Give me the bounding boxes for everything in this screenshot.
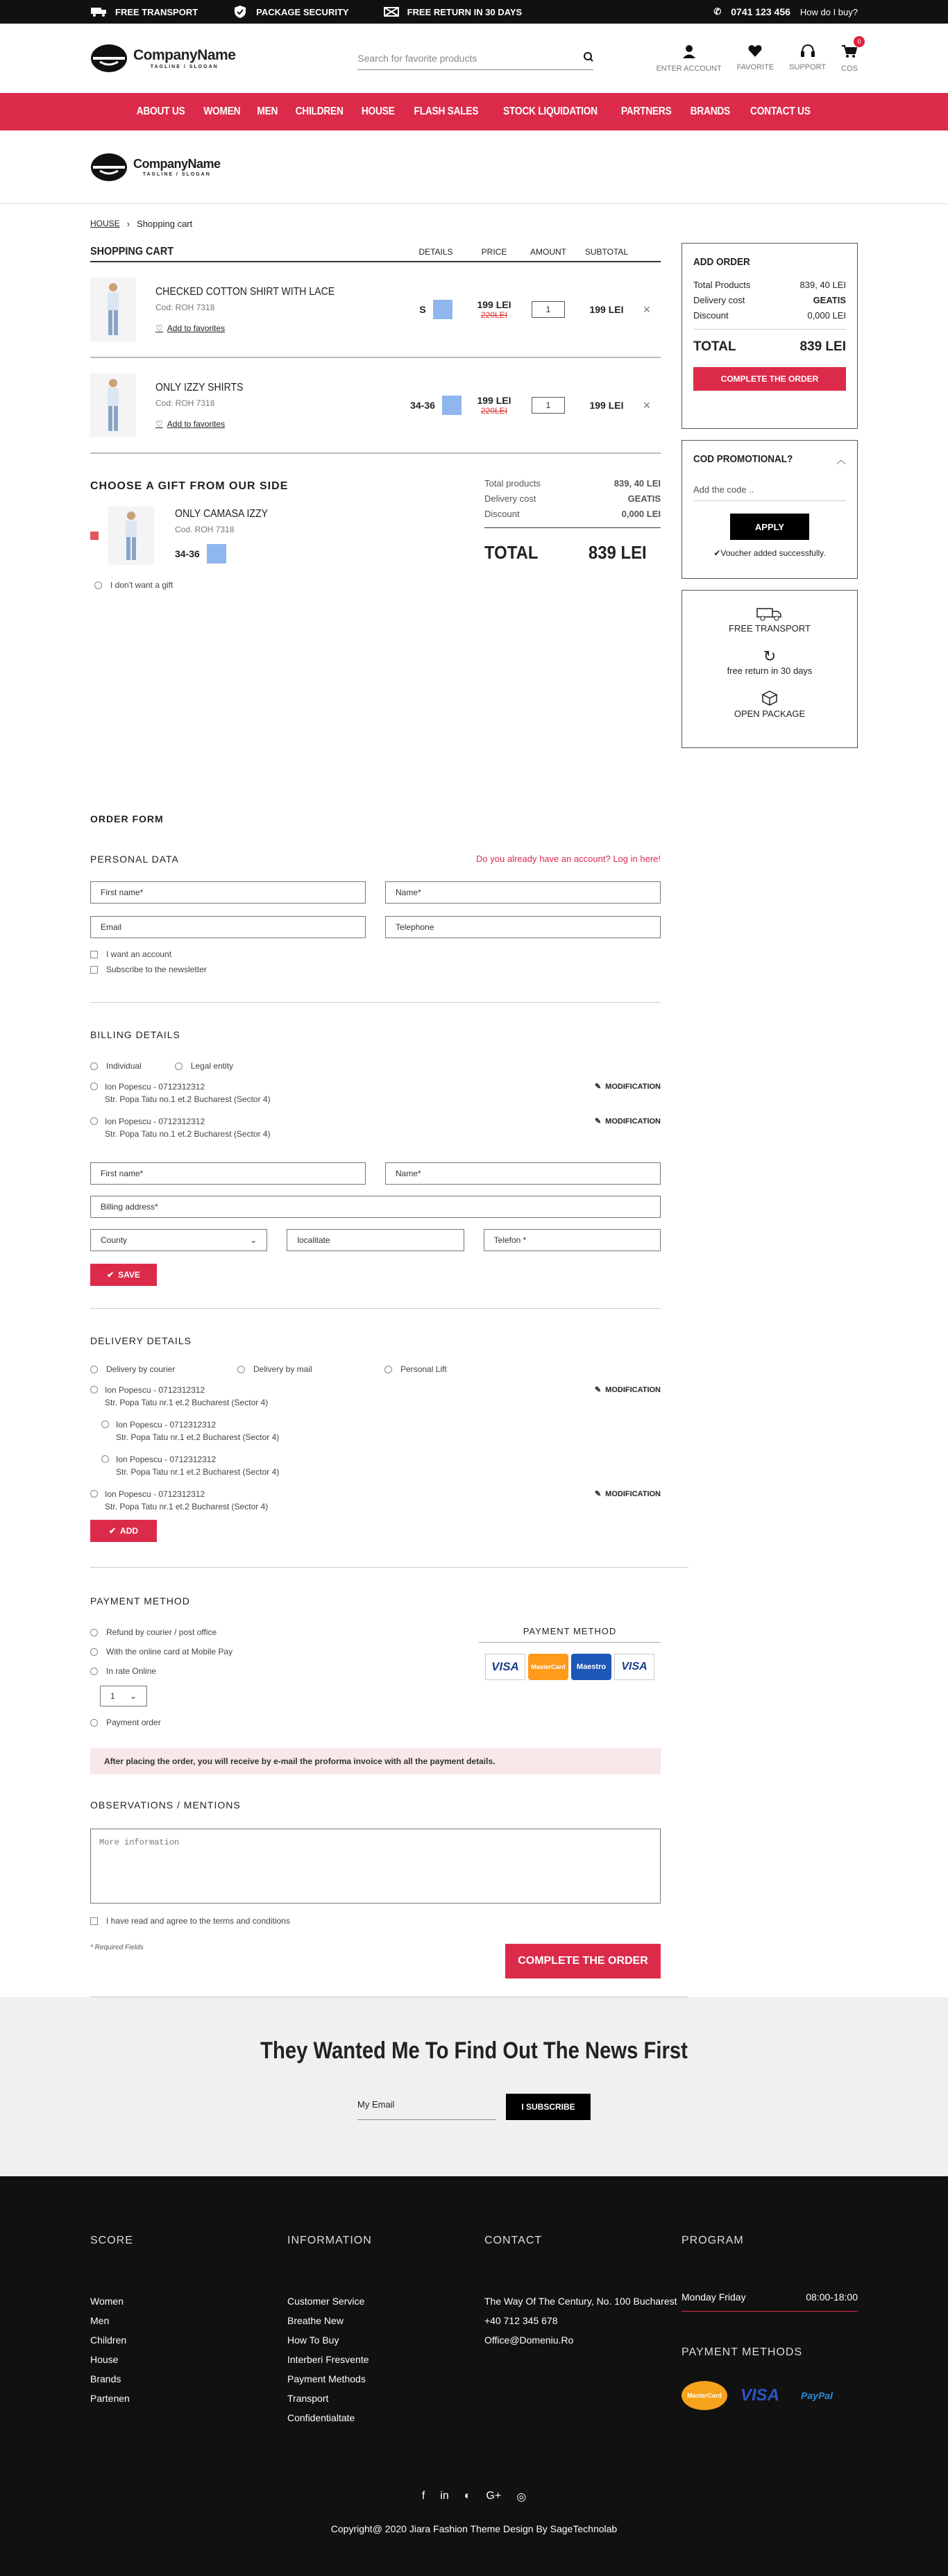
mastercard-icon: MasterCard	[528, 1654, 568, 1680]
heart-outline-icon: ♡	[155, 323, 163, 333]
color-swatch[interactable]	[442, 396, 462, 415]
support-button[interactable]: SUPPORT	[789, 44, 826, 73]
personal-data-title: PERSONAL DATA	[90, 854, 179, 865]
pencil-icon: ✎	[594, 1083, 602, 1091]
gift-summary: Total products 839, 40 LEI Delivery cost GEATIS Discount 0,000 LEI TOTAL 839 LEI	[484, 478, 661, 563]
search-input[interactable]: Search for favorite products	[357, 46, 593, 70]
nav-house[interactable]: HOUSE	[361, 105, 395, 117]
paypal-icon: PayPal	[801, 2390, 833, 2401]
add-to-favorites-link[interactable]: ♡ Add to favorites	[155, 323, 226, 333]
nav-women[interactable]: WOMEN	[203, 105, 241, 117]
footer-link[interactable]: Brands	[90, 2373, 121, 2384]
copyright: Copyright@ 2020 Jiara Fashion Theme Design By SageTechnolab	[330, 2523, 618, 2534]
truck-icon	[90, 6, 108, 17]
pencil-icon: ✎	[594, 1117, 602, 1126]
user-icon	[683, 44, 695, 60]
quantity-input[interactable]: 1	[532, 397, 565, 414]
program-title: PROGRAM	[682, 2235, 744, 2246]
quantity-input[interactable]: 1	[532, 301, 565, 318]
heart-outline-icon: ♡	[155, 419, 163, 429]
footer-link[interactable]: Payment Methods	[287, 2373, 366, 2384]
nav-partners[interactable]: PARTNERS	[620, 105, 672, 117]
telephone-field[interactable]: Telephone	[385, 916, 661, 938]
payment-method-cards: PAYMENT METHOD VISA MasterCard Maestro VISA	[479, 1627, 661, 1727]
name-field[interactable]: Name*	[385, 881, 661, 904]
order-summary-panel: ADD ORDER Total Products 839, 40 LEI Delivery cost GEATIS Discount 0,000 LEI TOTAL 839 LEI COMPLETE THE ORDER	[682, 243, 858, 429]
billing-first-name-field[interactable]: First name*	[90, 1162, 366, 1185]
add-address-button[interactable]: ✔ ADD	[90, 1520, 157, 1542]
footer-link[interactable]: Interberi Fresvente	[287, 2354, 369, 2365]
payment-methods-title: PAYMENT METHODS	[682, 2346, 803, 2358]
terms-checkbox[interactable]: I have read and agree to the terms and conditions	[90, 1916, 661, 1926]
footer-col-title: CONTACT	[484, 2235, 543, 2246]
breadcrumb-home[interactable]: HOUSE	[90, 219, 120, 228]
check-icon: ✔	[108, 1526, 117, 1536]
cart-row	[90, 358, 661, 454]
subscribe-button[interactable]: I SUBSCRIBE	[506, 2094, 591, 2120]
modification-button[interactable]: ✎ MODIFICATION	[595, 1115, 661, 1128]
visa-card-icon: VISA	[485, 1654, 525, 1680]
package-icon	[382, 6, 400, 17]
pencil-icon: ✎	[594, 1386, 602, 1394]
newsletter-option[interactable]: Subscribe to the newsletter	[90, 965, 661, 974]
maestro-icon: Maestro	[571, 1654, 611, 1680]
secondary-logo-bar	[0, 130, 948, 204]
billing-title: BILLING DETAILS	[90, 1029, 180, 1040]
payment-option[interactable]: In rate Online	[90, 1666, 479, 1676]
newsletter-email-input[interactable]: My Email	[357, 2094, 496, 2120]
footer-column	[287, 2235, 484, 2427]
nav-contact-us[interactable]: CONTACT US	[750, 105, 811, 117]
free-transport-info: FREE TRANSPORT	[90, 6, 198, 17]
locality-field[interactable]: localitate	[287, 1229, 464, 1251]
remove-item-icon[interactable]: ×	[643, 398, 651, 412]
pencil-icon: ✎	[594, 1490, 602, 1498]
product-code: Cod: ROH 7318	[155, 398, 215, 408]
footer-link[interactable]: Customer Service	[287, 2296, 365, 2307]
refresh-icon: ↻	[763, 647, 777, 665]
no-gift-option[interactable]: I don't want a gift	[94, 580, 484, 590]
payment-option[interactable]: Refund by courier / post office	[90, 1627, 479, 1637]
perk-transport: FREE TRANSPORT	[693, 607, 846, 634]
proforma-notice: After placing the order, you will receive by e-mail the proforma invoice with all the payment details.	[90, 1748, 661, 1774]
opening-hours: Monday Friday 08:00-18:00	[682, 2291, 858, 2312]
billing-name-field[interactable]: Name*	[385, 1162, 661, 1185]
gift-product-image	[108, 507, 154, 565]
chevron-up-icon[interactable]: ︿	[836, 455, 846, 466]
cart-row	[90, 262, 661, 358]
billing-phone-field[interactable]: Telefon *	[484, 1229, 661, 1251]
modification-button[interactable]: ✎ MODIFICATION	[595, 1384, 661, 1396]
mastercard-icon: MasterCard	[682, 2381, 727, 2410]
product-image[interactable]	[90, 278, 136, 341]
want-account-option[interactable]: I want an account	[90, 949, 661, 959]
nav-flash-sales[interactable]: FLASH SALES	[414, 105, 479, 117]
subtotal: 199 LEI	[589, 400, 624, 411]
nav-brands[interactable]: BRANDS	[691, 105, 731, 117]
cart-title: SHOPPING CART	[90, 246, 174, 257]
chevron-right-icon: ›	[126, 218, 130, 229]
gift-section	[90, 480, 661, 590]
box-icon	[693, 690, 846, 709]
truck-icon	[693, 607, 846, 623]
delivery-title: DELIVERY DETAILS	[90, 1335, 192, 1346]
footer-link[interactable]: Office@Domeniu.Ro	[484, 2334, 574, 2346]
visa-icon: VISA	[740, 2386, 779, 2405]
logo-mark-icon	[90, 44, 128, 73]
nav-stock-liquidation[interactable]: STOCK LIQUIDATION	[503, 105, 598, 117]
perks-panel	[682, 590, 858, 748]
color-swatch[interactable]	[207, 544, 226, 564]
footer-col-title: INFORMATION	[287, 2235, 372, 2246]
add-to-favorites-link[interactable]: ♡ Add to favorites	[155, 419, 226, 429]
logo-mark-icon	[90, 153, 128, 182]
perk-return: ↻ free return in 30 days	[693, 647, 846, 676]
login-link[interactable]: Do you already have an account? Log in here!	[476, 854, 661, 864]
legal-entity-option[interactable]: Legal entity	[175, 1061, 233, 1071]
footer-link[interactable]: Transport	[287, 2393, 329, 2404]
product-name[interactable]: ONLY IZZY SHIRTS	[155, 382, 244, 393]
package-security-info: PACKAGE SECURITY	[231, 6, 348, 17]
old-price: 220LEI	[480, 406, 508, 416]
search-icon[interactable]	[584, 52, 593, 64]
cart-header: SHOPPING CART DETAILS PRICE AMOUNT SUBTOTAL	[90, 243, 661, 262]
linkedin-icon[interactable]: in	[440, 2490, 449, 2502]
apply-promo-button[interactable]: APPLY	[730, 514, 809, 540]
check-icon: ✔	[107, 1270, 115, 1280]
cart-icon	[842, 44, 857, 60]
observations-title: OBSERVATIONS / MENTIONS	[90, 1799, 241, 1811]
gift-title: CHOOSE A GIFT FROM OUR SIDE	[90, 480, 289, 492]
nav-men[interactable]: MEN	[257, 105, 278, 117]
cart-button[interactable]: COS 0	[841, 44, 858, 73]
modification-button[interactable]: ✎ MODIFICATION	[595, 1488, 661, 1500]
account-button[interactable]: ENTER ACCOUNT	[656, 44, 721, 73]
promo-panel: COD PROMOTIONAL? ︿ Add the code .. APPLY ✔Voucher added successfully.	[682, 440, 858, 579]
social-links	[90, 2490, 858, 2504]
perk-open-package: OPEN PACKAGE	[693, 690, 846, 719]
google-plus-icon[interactable]: G+	[486, 2490, 502, 2502]
how-to-buy-link[interactable]: How do I buy?	[799, 6, 858, 17]
shield-icon	[231, 6, 249, 17]
gift-select-checkbox[interactable]	[90, 532, 99, 540]
email-field[interactable]: Email	[90, 916, 366, 938]
address-option[interactable]: Ion Popescu - 0712312312 Str. Popa Tatu nr.1 et.2 Bucharest (Sector 4)	[90, 1418, 661, 1443]
free-return-info: FREE RETURN IN 30 DAYS	[382, 6, 523, 17]
facebook-icon[interactable]: f	[421, 2490, 425, 2502]
heart-icon	[748, 44, 762, 59]
payment-title: PAYMENT METHOD	[90, 1595, 190, 1607]
footer-link[interactable]: Partenen	[90, 2393, 130, 2404]
delivery-option[interactable]: Personal Lift	[384, 1364, 532, 1374]
product-code: Cod: ROH 7318	[155, 303, 215, 312]
gift-item[interactable]: ONLY CAMASA IZZY Cod. ROH 7318 34-36	[90, 507, 484, 565]
address-option[interactable]: Ion Popescu - 0712312312 Str. Popa Tatu nr.1 et.2 Bucharest (Sector 4) ✎ MODIFICATION	[90, 1384, 661, 1409]
footer-link[interactable]: How To Buy	[287, 2334, 339, 2346]
nav-about-us[interactable]: ABOUT US	[136, 105, 185, 117]
breadcrumb-current: Shopping cart	[137, 218, 193, 229]
required-fields-note: * Required Fields	[90, 1944, 144, 1951]
footer	[0, 2176, 948, 2576]
main-nav	[0, 93, 948, 130]
top-bar	[0, 0, 948, 24]
secondary-logo[interactable]: CompanyName TAGLINE / SLOGAN	[90, 153, 221, 182]
complete-order-button-top[interactable]: COMPLETE THE ORDER	[693, 367, 846, 391]
nav-children[interactable]: CHILDREN	[295, 105, 344, 117]
headset-icon	[801, 44, 815, 59]
observations-textarea[interactable]: More information	[90, 1829, 661, 1904]
color-swatch[interactable]	[433, 300, 452, 319]
visa-debit-icon: VISA	[614, 1654, 654, 1680]
footer-link[interactable]: Men	[90, 2315, 110, 2326]
footer-column	[90, 2235, 287, 2427]
newsletter-section	[0, 1997, 948, 2176]
payment-order-option[interactable]: Payment order	[90, 1718, 479, 1727]
size-label: S	[419, 304, 426, 315]
address-option[interactable]: Ion Popescu - 0712312312 Str. Popa Tatu no.1 et.2 Bucharest (Sector 4) ✎ MODIFICATION	[90, 1115, 661, 1140]
footer-link[interactable]: Breathe New	[287, 2315, 344, 2326]
phone-number[interactable]: 0741 123 456	[731, 6, 790, 17]
footer-link[interactable]: Women	[90, 2296, 124, 2307]
chevron-down-icon: ⌄	[129, 1691, 137, 1701]
voucher-success-message: ✔Voucher added successfully.	[713, 548, 826, 558]
chevron-down-icon: ⌄	[250, 1235, 257, 1245]
newsletter-title: They Wanted Me To Find Out The News First	[260, 2037, 688, 2064]
individual-option[interactable]: Individual	[90, 1061, 142, 1071]
county-select[interactable]: County ⌄	[90, 1229, 267, 1251]
complete-order-button[interactable]: COMPLETE THE ORDER	[505, 1944, 661, 1978]
size-label: 34-36	[410, 400, 435, 411]
logo[interactable]: CompanyName TAGLINE / SLOGAN	[90, 44, 235, 73]
footer-column	[484, 2235, 682, 2427]
first-name-field[interactable]: First name*	[90, 881, 366, 904]
breadcrumb	[90, 204, 858, 243]
footer-link[interactable]: House	[90, 2354, 119, 2365]
product-name[interactable]: CHECKED COTTON SHIRT WITH LACE	[155, 286, 335, 298]
order-form-title: ORDER FORM	[90, 813, 164, 824]
rate-select[interactable]: 1 ⌄	[100, 1686, 147, 1706]
payment-option[interactable]: With the online card at Mobile Pay	[90, 1647, 479, 1656]
subtotal: 199 LEI	[589, 304, 624, 315]
header	[0, 24, 948, 93]
address-option[interactable]: Ion Popescu - 0712312312 Str. Popa Tatu nr.1 et.2 Bucharest (Sector 4)	[90, 1453, 661, 1478]
cart-count-badge: 0	[854, 36, 865, 47]
instagram-icon[interactable]: ◎	[516, 2491, 527, 2503]
footer-col-title: SCORE	[90, 2235, 133, 2246]
product-image[interactable]	[90, 373, 136, 437]
price: 199 LEI	[477, 395, 511, 406]
footer-link[interactable]: Confidentialtate	[287, 2412, 355, 2423]
billing-address-field[interactable]: Billing address*	[90, 1196, 661, 1218]
footer-link[interactable]: The Way Of The Century, No. 100 Bucharest	[484, 2296, 677, 2307]
save-button[interactable]: ✔ SAVE	[90, 1264, 157, 1286]
address-option[interactable]: Ion Popescu - 0712312312 Str. Popa Tatu nr.1 et.2 Bucharest (Sector 4) ✎ MODIFICATION	[90, 1488, 661, 1513]
delivery-option[interactable]: Delivery by mail	[237, 1364, 384, 1374]
remove-item-icon[interactable]: ×	[643, 302, 651, 316]
footer-link[interactable]: +40 712 345 678	[484, 2315, 558, 2326]
promo-code-input[interactable]: Add the code ..	[693, 479, 846, 501]
footer-link[interactable]: Children	[90, 2334, 127, 2346]
favorite-button[interactable]: FAVORITE	[737, 44, 775, 73]
phone-icon: ✆	[713, 6, 722, 17]
address-option[interactable]: Ion Popescu - 0712312312 Str. Popa Tatu no.1 et.2 Bucharest (Sector 4) ✎ MODIFICATION	[90, 1081, 661, 1105]
delivery-option[interactable]: Delivery by courier	[90, 1364, 237, 1374]
modification-button[interactable]: ✎ MODIFICATION	[595, 1081, 661, 1093]
dribbble-icon[interactable]: ◐	[464, 2490, 471, 2502]
old-price: 220LEI	[480, 310, 508, 320]
price: 199 LEI	[477, 299, 511, 310]
